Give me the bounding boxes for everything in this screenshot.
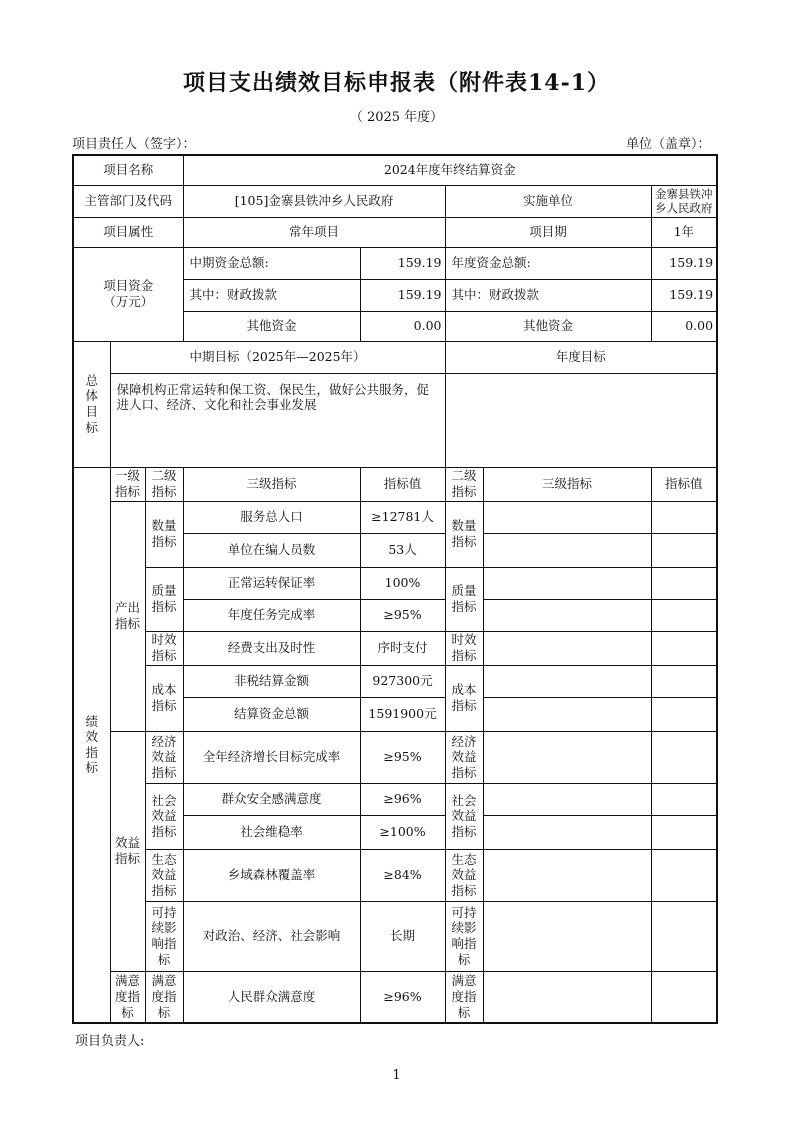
attr-label: 项目属性 (73, 217, 183, 247)
indicator-value: ≥95% (360, 731, 445, 783)
quality-indicator-label: 质量 指标 (145, 567, 183, 631)
col-level3-header-year: 三级指标 (483, 467, 651, 501)
unit-seal-label: 单位（盖章）： (626, 137, 711, 152)
col-value-header-year: 指标值 (651, 467, 717, 501)
performance-table (72, 154, 718, 1024)
social-indicator-label-year: 社会 效益 指标 (445, 783, 483, 849)
indicator-value: ≥12781人 (360, 501, 445, 533)
timeliness-indicator-label-year: 时效 指标 (445, 631, 483, 665)
satisfy-indicator-label-year: 满意 度指 标 (445, 971, 483, 1023)
quality-indicator-label-year: 质量 指标 (445, 567, 483, 631)
indicator-name: 年度任务完成率 (183, 599, 360, 631)
indicator-name: 乡域森林覆盖率 (183, 849, 360, 901)
sustain-indicator-label-year: 可持 续影 响指 标 (445, 901, 483, 971)
indicator-value: 1591900元 (360, 697, 445, 731)
year-indicator-name (483, 599, 651, 631)
year-indicator-name (483, 567, 651, 599)
mid-fiscal-label: 其中：财政拨款 (183, 279, 360, 311)
page-number: 1 (392, 1068, 401, 1083)
economic-indicator-label: 经济 效益 指标 (145, 731, 183, 783)
mid-other-label: 其他资金 (183, 311, 360, 341)
satisfy-indicator-label: 满意 度指 标 (145, 971, 183, 1023)
year-fiscal-value: 159.19 (651, 279, 717, 311)
indicator-name: 群众安全感满意度 (183, 783, 360, 815)
col-value-header: 指标值 (360, 467, 445, 501)
attr-value: 常年项目 (183, 217, 445, 247)
project-leader-label: 项目负责人: (75, 1034, 145, 1049)
year-indicator-value (651, 731, 717, 783)
year-indicator-name (483, 971, 651, 1023)
indicator-name: 对政治、经济、社会影响 (183, 901, 360, 971)
period-value: 1年 (651, 217, 717, 247)
overall-goal-label: 总 体 目 标 (73, 341, 110, 467)
indicator-value: 序时支付 (360, 631, 445, 665)
indicator-value: ≥100% (360, 815, 445, 849)
indicator-name: 服务总人口 (183, 501, 360, 533)
indicator-name: 全年经济增长目标完成率 (183, 731, 360, 783)
indicator-name: 经费支出及时性 (183, 631, 360, 665)
social-indicator-label: 社会 效益 指标 (145, 783, 183, 849)
year-indicator-name (483, 783, 651, 815)
col-level2-header: 二级 指标 (145, 467, 183, 501)
indicator-name: 人民群众满意度 (183, 971, 360, 1023)
year-label: （ 2025 年度） (349, 110, 444, 125)
dept-value: [105]金寨县铁冲乡人民政府 (183, 185, 445, 217)
indicator-value: 100% (360, 567, 445, 599)
cost-indicator-label: 成本 指标 (145, 665, 183, 731)
project-name-value: 2024年度年终结算资金 (183, 155, 717, 185)
year-indicator-name (483, 849, 651, 901)
performance-indicator-label: 绩 效 指 标 (73, 467, 110, 1023)
year-indicator-name (483, 731, 651, 783)
indicator-name: 单位在编人员数 (183, 533, 360, 567)
quantity-indicator-label-year: 数量 指标 (445, 501, 483, 567)
eco-indicator-label: 生态 效益 指标 (145, 849, 183, 901)
impl-value: 金寨县铁冲乡人民政府 (651, 185, 717, 217)
indicator-value: 长期 (360, 901, 445, 971)
mid-goal-text: 保障机构正常运转和保工资、保民生，做好公共服务，促进人口、经济、文化和社会事业发展 (110, 373, 445, 467)
timeliness-indicator-label: 时效 指标 (145, 631, 183, 665)
funds-label: 项目资金 （万元） (73, 247, 183, 341)
indicator-name: 正常运转保证率 (183, 567, 360, 599)
cost-indicator-label-year: 成本 指标 (445, 665, 483, 731)
year-indicator-value (651, 697, 717, 731)
year-indicator-value (651, 501, 717, 533)
year-indicator-name (483, 697, 651, 731)
eco-indicator-label-year: 生态 效益 指标 (445, 849, 483, 901)
project-name-label: 项目名称 (73, 155, 183, 185)
year-indicator-value (651, 783, 717, 815)
mid-total-value: 159.19 (360, 247, 445, 279)
indicator-value: 53人 (360, 533, 445, 567)
responsible-signature-label: 项目责任人（签字）： (72, 137, 196, 152)
indicator-name: 社会维稳率 (183, 815, 360, 849)
indicator-name: 结算资金总额 (183, 697, 360, 731)
year-indicator-name (483, 533, 651, 567)
year-indicator-name (483, 901, 651, 971)
col-level2-header-year: 二级 指标 (445, 467, 483, 501)
mid-other-value: 0.00 (360, 311, 445, 341)
quantity-indicator-label: 数量 指标 (145, 501, 183, 567)
year-total-label: 年度资金总额: (445, 247, 651, 279)
year-indicator-name (483, 631, 651, 665)
indicator-value: 927300元 (360, 665, 445, 697)
year-goal-header: 年度目标 (445, 341, 717, 373)
indicator-value: ≥84% (360, 849, 445, 901)
indicator-value: ≥95% (360, 599, 445, 631)
mid-goal-header: 中期目标（2025年—2025年） (110, 341, 445, 373)
col-level1-header: 一级 指标 (110, 467, 145, 501)
year-indicator-value (651, 631, 717, 665)
dept-label: 主管部门及代码 (73, 185, 183, 217)
year-other-value: 0.00 (651, 311, 717, 341)
col-level3-header: 三级指标 (183, 467, 360, 501)
year-total-value: 159.19 (651, 247, 717, 279)
page-title: 项目支出绩效目标申报表（附件表14-1） (182, 70, 611, 96)
indicator-name: 非税结算金额 (183, 665, 360, 697)
mid-total-label: 中期资金总额: (183, 247, 360, 279)
year-indicator-value (651, 567, 717, 599)
year-indicator-value (651, 665, 717, 697)
year-indicator-value (651, 533, 717, 567)
year-goal-text (445, 373, 717, 467)
year-indicator-name (483, 815, 651, 849)
benefit-indicator-label: 效益 指标 (110, 731, 145, 971)
economic-indicator-label-year: 经济 效益 指标 (445, 731, 483, 783)
impl-label: 实施单位 (445, 185, 651, 217)
year-indicator-value (651, 815, 717, 849)
sustain-indicator-label: 可持 续影 响指 标 (145, 901, 183, 971)
year-indicator-value (651, 599, 717, 631)
satisfaction-indicator-label: 满意 度指 标 (110, 971, 145, 1023)
year-indicator-name (483, 501, 651, 533)
indicator-value: ≥96% (360, 783, 445, 815)
mid-fiscal-value: 159.19 (360, 279, 445, 311)
period-label: 项目期 (445, 217, 651, 247)
year-indicator-name (483, 665, 651, 697)
year-indicator-value (651, 971, 717, 1023)
year-indicator-value (651, 849, 717, 901)
year-indicator-value (651, 901, 717, 971)
year-other-label: 其他资金 (445, 311, 651, 341)
indicator-value: ≥96% (360, 971, 445, 1023)
output-indicator-label: 产出 指标 (110, 501, 145, 731)
year-fiscal-label: 其中：财政拨款 (445, 279, 651, 311)
